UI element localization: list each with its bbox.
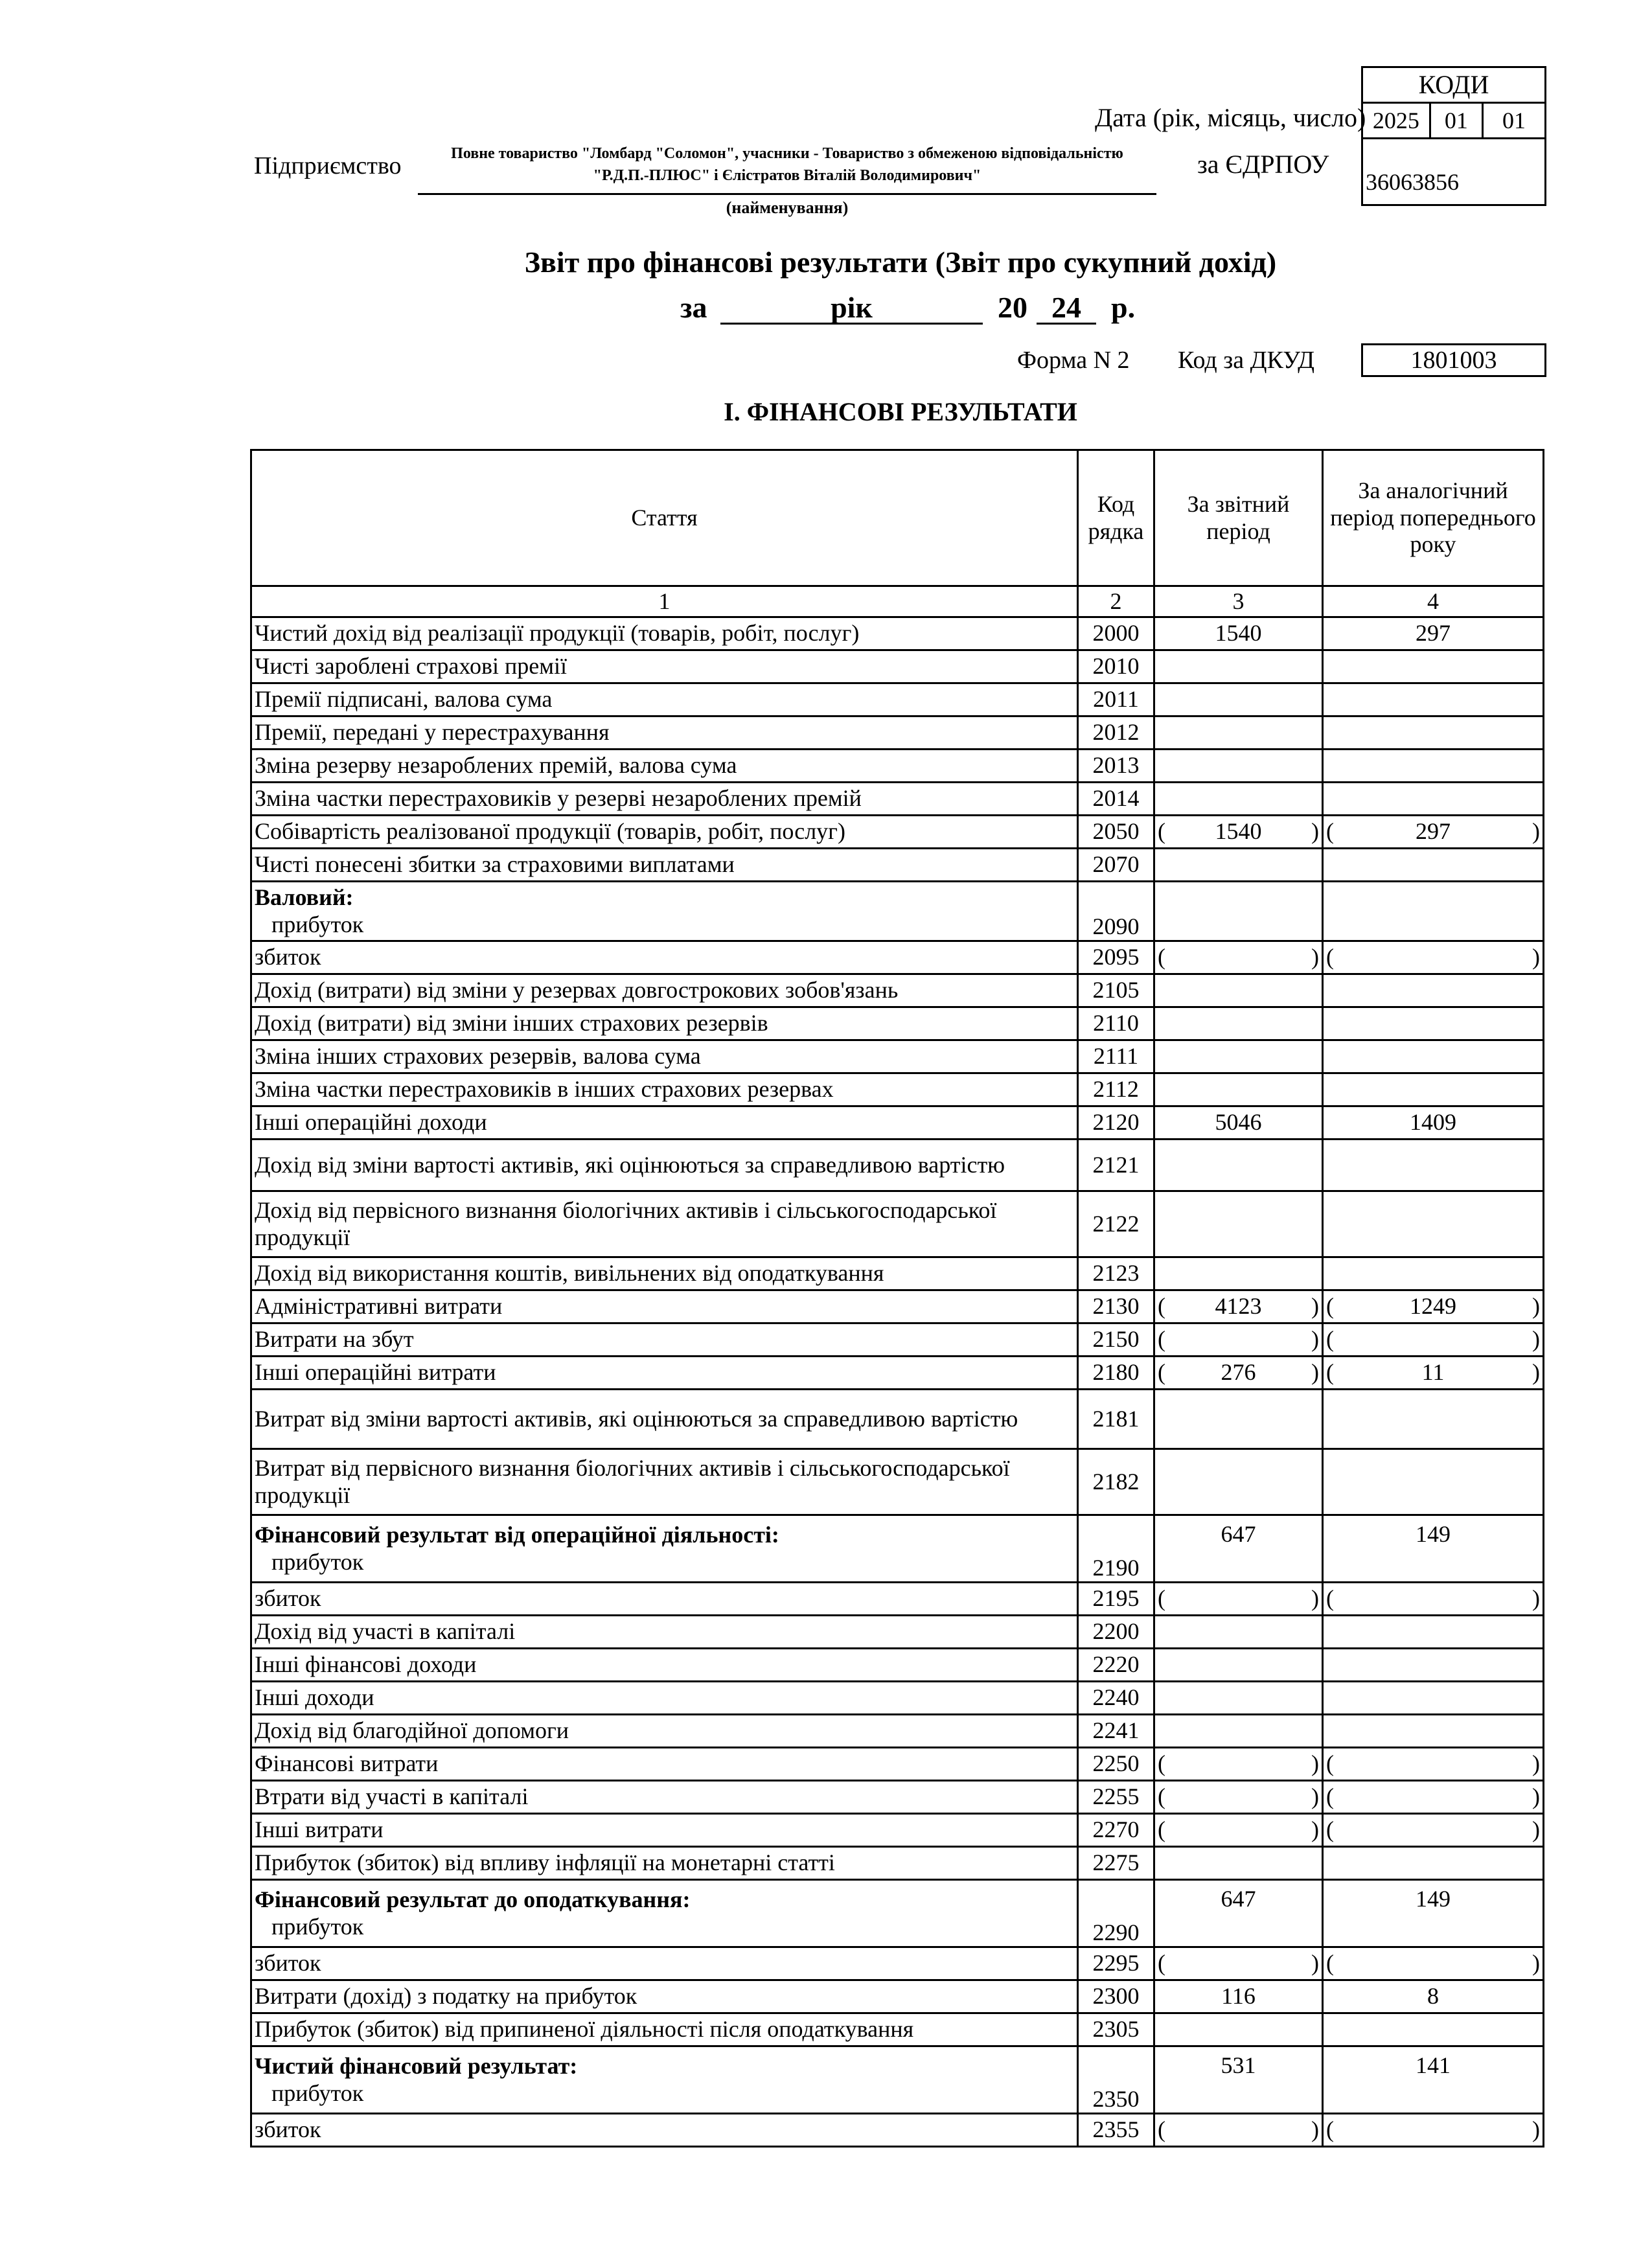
row-previous-value — [1323, 1583, 1544, 1616]
close-paren: ) — [1311, 944, 1319, 970]
value: 297 — [1416, 818, 1451, 845]
row-previous-value — [1323, 1073, 1544, 1106]
close-paren: ) — [1532, 1783, 1540, 1810]
row-article: Втрати від участі в капіталі — [251, 1781, 1078, 1814]
table-row — [251, 1140, 1544, 1191]
financial-results-table — [250, 449, 1544, 2148]
enterprise-underline — [418, 193, 1156, 195]
row-previous-value — [1323, 783, 1544, 816]
row-article — [251, 1880, 1078, 1947]
row-previous-value — [1323, 1040, 1544, 1073]
row-previous-value — [1323, 1191, 1544, 1257]
table-row — [251, 1390, 1544, 1449]
row-current-value — [1154, 1390, 1323, 1449]
close-paren: ) — [1311, 1326, 1319, 1353]
row-code: 2012 — [1078, 716, 1154, 750]
value: 1540 — [1215, 818, 1262, 845]
row-current-value — [1154, 1007, 1323, 1040]
row-code: 2000 — [1078, 617, 1154, 650]
close-paren: ) — [1311, 2116, 1319, 2143]
enterprise-name — [424, 143, 1150, 187]
row-previous-value — [1323, 974, 1544, 1007]
form-label: Форма N 2 — [1017, 347, 1130, 374]
row-code: 2275 — [1078, 1847, 1154, 1880]
close-paren: ) — [1311, 1359, 1319, 1386]
close-paren: ) — [1311, 1816, 1319, 1843]
row-article: Чисті понесені збитки за страховими виплатами — [251, 849, 1078, 882]
row-current-value — [1154, 1257, 1323, 1290]
row-current-value: 5046 — [1154, 1106, 1323, 1140]
table-row — [251, 2013, 1544, 2046]
table-row — [251, 683, 1544, 716]
header-previous-period: За аналогічний період попереднього року — [1323, 450, 1544, 586]
date-day-code: 01 — [1502, 108, 1526, 133]
row-article: Інші витрати — [251, 1814, 1078, 1847]
row-current-value — [1154, 1715, 1323, 1748]
row-current-value — [1154, 1814, 1323, 1847]
close-paren: ) — [1532, 1293, 1540, 1320]
row-current-value: 647 — [1154, 1880, 1323, 1947]
table-body — [251, 617, 1544, 2147]
row-code: 2250 — [1078, 1748, 1154, 1781]
row-code: 2182 — [1078, 1449, 1154, 1515]
report-title: Звіт про фінансові результати (Звіт про сукупний дохід) — [524, 246, 1277, 279]
row-previous-value: 8 — [1323, 1980, 1544, 2013]
title-r: р. — [1111, 291, 1136, 324]
table-row — [251, 1290, 1544, 1323]
row-current-value — [1154, 1040, 1323, 1073]
table-row — [251, 1357, 1544, 1390]
row-previous-value — [1323, 1323, 1544, 1357]
open-paren: ( — [1326, 1326, 1334, 1353]
row-code: 2290 — [1078, 1880, 1154, 1947]
row-code: 2200 — [1078, 1616, 1154, 1649]
dkud-code: 1801003 — [1361, 343, 1546, 377]
table-row — [251, 1682, 1544, 1715]
row-code: 2300 — [1078, 1980, 1154, 2013]
row-previous-value: 141 — [1323, 2046, 1544, 2114]
row-previous-value — [1323, 1715, 1544, 1748]
table-row — [251, 1007, 1544, 1040]
row-article: Фінансові витрати — [251, 1748, 1078, 1781]
row-article-sub: прибуток — [271, 1913, 364, 1940]
table-row — [251, 1715, 1544, 1748]
table-row — [251, 750, 1544, 783]
enterprise-name-line2: "Р.Д.П.-ПЛЮС" і Єлістратов Віталій Володимирович" — [593, 167, 981, 184]
row-code: 2305 — [1078, 2013, 1154, 2046]
table-row — [251, 1781, 1544, 1814]
row-current-value: 531 — [1154, 2046, 1323, 2114]
row-current-value — [1154, 1847, 1323, 1880]
table-row — [251, 716, 1544, 750]
name-caption: (найменування) — [726, 198, 849, 217]
table-row — [251, 1106, 1544, 1140]
row-previous-value — [1323, 1390, 1544, 1449]
row-code: 2195 — [1078, 1583, 1154, 1616]
row-article: Витрати на збут — [251, 1323, 1078, 1357]
row-previous-value: 149 — [1323, 1880, 1544, 1947]
row-article: Дохід (витрати) від зміни у резервах довгострокових зобов'язань — [251, 974, 1078, 1007]
row-previous-value — [1323, 650, 1544, 683]
table-row — [251, 1880, 1544, 1947]
row-previous-value — [1323, 941, 1544, 974]
row-code: 2095 — [1078, 941, 1154, 974]
row-previous-value: 1409 — [1323, 1106, 1544, 1140]
row-current-value — [1154, 1649, 1323, 1682]
close-paren: ) — [1532, 1359, 1540, 1386]
row-code: 2255 — [1078, 1781, 1154, 1814]
table-row — [251, 783, 1544, 816]
row-code: 2050 — [1078, 816, 1154, 849]
enterprise-label: Підприємство — [254, 152, 402, 179]
open-paren: ( — [1158, 1293, 1165, 1320]
table-row — [251, 1040, 1544, 1073]
value: 1249 — [1410, 1293, 1456, 1320]
open-paren: ( — [1158, 818, 1165, 845]
row-article — [251, 1515, 1078, 1583]
col-number-1: 1 — [251, 586, 1078, 617]
table-row — [251, 882, 1544, 941]
row-code: 2090 — [1078, 882, 1154, 941]
table-row — [251, 1649, 1544, 1682]
column-number-row — [251, 586, 1544, 617]
row-current-value — [1154, 974, 1323, 1007]
row-article — [251, 2046, 1078, 2114]
table-row — [251, 1616, 1544, 1649]
row-article: Премії підписані, валова сума — [251, 683, 1078, 716]
row-code: 2121 — [1078, 1140, 1154, 1191]
open-paren: ( — [1158, 944, 1165, 970]
open-paren: ( — [1326, 1359, 1334, 1386]
table-row — [251, 2046, 1544, 2114]
row-current-value — [1154, 849, 1323, 882]
open-paren: ( — [1158, 1950, 1165, 1976]
row-code: 2240 — [1078, 1682, 1154, 1715]
close-paren: ) — [1311, 1293, 1319, 1320]
row-code: 2070 — [1078, 849, 1154, 882]
open-paren: ( — [1158, 1783, 1165, 1810]
row-code: 2130 — [1078, 1290, 1154, 1323]
row-article: Інші операційні витрати — [251, 1357, 1078, 1390]
row-current-value — [1154, 683, 1323, 716]
row-code: 2011 — [1078, 683, 1154, 716]
value: 11 — [1421, 1359, 1445, 1386]
row-article: Витрат від первісного визнання біологічних активів і сільськогосподарської продукції — [251, 1449, 1078, 1515]
row-article: Собівартість реалізованої продукції (товарів, робіт, послуг) — [251, 816, 1078, 849]
row-previous-value — [1323, 716, 1544, 750]
row-previous-value — [1323, 1748, 1544, 1781]
row-article: Дохід від участі в капіталі — [251, 1616, 1078, 1649]
row-current-value — [1154, 2013, 1323, 2046]
table-row — [251, 617, 1544, 650]
row-article-sub: прибуток — [271, 911, 364, 937]
row-article: Інші фінансові доходи — [251, 1649, 1078, 1682]
row-article: Зміна частки перестраховиків у резерві незароблених премій — [251, 783, 1078, 816]
row-article: збиток — [251, 941, 1078, 974]
row-current-value — [1154, 1947, 1323, 1980]
table-row — [251, 1814, 1544, 1847]
table-row — [251, 1515, 1544, 1583]
row-article: Дохід від зміни вартості активів, які оцінюються за справедливою вартістю — [251, 1140, 1078, 1191]
header-article: Стаття — [251, 450, 1078, 586]
row-code: 2355 — [1078, 2114, 1154, 2147]
date-label: Дата (рік, місяць, число) — [1095, 103, 1366, 132]
dkud-label: Код за ДКУД — [1178, 347, 1315, 374]
row-code: 2150 — [1078, 1323, 1154, 1357]
row-article: Прибуток (збиток) від припиненої діяльності після оподаткування — [251, 2013, 1078, 2046]
close-paren: ) — [1311, 1783, 1319, 1810]
close-paren: ) — [1532, 1816, 1540, 1843]
row-previous-value — [1323, 1357, 1544, 1390]
open-paren: ( — [1326, 1293, 1334, 1320]
row-previous-value — [1323, 849, 1544, 882]
value: 4123 — [1215, 1293, 1262, 1320]
row-article-heading: Валовий: — [255, 884, 354, 911]
row-code: 2220 — [1078, 1649, 1154, 1682]
row-article-heading: Чистий фінансовий результат: — [255, 2053, 578, 2079]
row-current-value — [1154, 1140, 1323, 1191]
row-current-value: 116 — [1154, 1980, 1323, 2013]
close-paren: ) — [1532, 2116, 1540, 2143]
edrpou-label: за ЄДРПОУ — [1197, 150, 1329, 179]
open-paren: ( — [1158, 1816, 1165, 1843]
open-paren: ( — [1158, 2116, 1165, 2143]
row-article: Дохід від благодійної допомоги — [251, 1715, 1078, 1748]
table-row — [251, 816, 1544, 849]
enterprise-name-line1: Повне товариство "Ломбард "Соломон", учасники - Товариство з обмеженою відповідальністю — [451, 145, 1123, 162]
col-number-4: 4 — [1323, 586, 1544, 617]
row-article: Премії, передані у перестрахування — [251, 716, 1078, 750]
row-current-value — [1154, 1616, 1323, 1649]
open-paren: ( — [1326, 1750, 1334, 1777]
row-article: Інші доходи — [251, 1682, 1078, 1715]
row-article: Зміна частки перестраховиків в інших страхових резервах — [251, 1073, 1078, 1106]
table-row — [251, 941, 1544, 974]
row-code: 2120 — [1078, 1106, 1154, 1140]
row-code: 2180 — [1078, 1357, 1154, 1390]
row-current-value — [1154, 1781, 1323, 1814]
row-code: 2123 — [1078, 1257, 1154, 1290]
close-paren: ) — [1532, 1585, 1540, 1612]
row-current-value — [1154, 750, 1323, 783]
row-article — [251, 882, 1078, 941]
row-current-value — [1154, 783, 1323, 816]
table-row — [251, 849, 1544, 882]
row-current-value — [1154, 1073, 1323, 1106]
row-article: Дохід від первісного визнання біологічних активів і сільськогосподарської продукції — [251, 1191, 1078, 1257]
table-row — [251, 1323, 1544, 1357]
open-paren: ( — [1326, 1585, 1334, 1612]
row-current-value — [1154, 650, 1323, 683]
close-paren: ) — [1532, 944, 1540, 970]
row-previous-value — [1323, 1290, 1544, 1323]
row-previous-value — [1323, 1682, 1544, 1715]
table-row — [251, 2114, 1544, 2147]
row-previous-value — [1323, 1140, 1544, 1191]
row-previous-value — [1323, 1814, 1544, 1847]
row-current-value — [1154, 716, 1323, 750]
row-previous-value — [1323, 1947, 1544, 1980]
title-period: рік — [720, 290, 983, 325]
date-month-code: 01 — [1431, 104, 1484, 137]
row-previous-value — [1323, 1781, 1544, 1814]
row-article: Витрати (дохід) з податку на прибуток — [251, 1980, 1078, 2013]
open-paren: ( — [1158, 1585, 1165, 1612]
row-current-value — [1154, 1449, 1323, 1515]
close-paren: ) — [1532, 1950, 1540, 1976]
row-code: 2181 — [1078, 1390, 1154, 1449]
row-article: Зміна резерву незароблених премій, валова сума — [251, 750, 1078, 783]
row-article: Інші операційні доходи — [251, 1106, 1078, 1140]
section-title: I. ФІНАНСОВІ РЕЗУЛЬТАТИ — [724, 397, 1077, 426]
row-code: 2122 — [1078, 1191, 1154, 1257]
row-article: збиток — [251, 2114, 1078, 2147]
row-previous-value — [1323, 816, 1544, 849]
row-article: Витрат від зміни вартості активів, які оцінюються за справедливою вартістю — [251, 1390, 1078, 1449]
table-row — [251, 1073, 1544, 1106]
row-previous-value — [1323, 1449, 1544, 1515]
open-paren: ( — [1326, 1816, 1334, 1843]
row-article: Дохід від використання коштів, вивільнених від оподаткування — [251, 1257, 1078, 1290]
row-code: 2350 — [1078, 2046, 1154, 2114]
codes-box — [1361, 66, 1546, 206]
open-paren: ( — [1326, 944, 1334, 970]
row-article-sub: прибуток — [271, 2079, 364, 2106]
row-code: 2112 — [1078, 1073, 1154, 1106]
open-paren: ( — [1158, 1750, 1165, 1777]
row-code: 2014 — [1078, 783, 1154, 816]
col-number-3: 3 — [1154, 586, 1323, 617]
row-current-value — [1154, 1583, 1323, 1616]
close-paren: ) — [1311, 1950, 1319, 1976]
row-code: 2241 — [1078, 1715, 1154, 1748]
row-previous-value — [1323, 1616, 1544, 1649]
table-row — [251, 1191, 1544, 1257]
row-code: 2190 — [1078, 1515, 1154, 1583]
value: 276 — [1221, 1359, 1256, 1386]
row-code: 2270 — [1078, 1814, 1154, 1847]
row-article: Дохід (витрати) від зміни інших страхових резервів — [251, 1007, 1078, 1040]
row-article: Зміна інших страхових резервів, валова сума — [251, 1040, 1078, 1073]
open-paren: ( — [1158, 1326, 1165, 1353]
header-code: Код рядка — [1078, 450, 1154, 586]
row-article: Чистий дохід від реалізації продукції (товарів, робіт, послуг) — [251, 617, 1078, 650]
open-paren: ( — [1326, 1783, 1334, 1810]
row-current-value — [1154, 882, 1323, 941]
row-code: 2295 — [1078, 1947, 1154, 1980]
row-previous-value — [1323, 1847, 1544, 1880]
close-paren: ) — [1532, 1750, 1540, 1777]
close-paren: ) — [1532, 818, 1540, 845]
title-za: за — [680, 291, 707, 324]
row-previous-value — [1323, 750, 1544, 783]
title-year-prefix: 20 — [998, 291, 1027, 324]
table-row — [251, 1583, 1544, 1616]
row-current-value — [1154, 941, 1323, 974]
row-previous-value — [1323, 683, 1544, 716]
table-row — [251, 1748, 1544, 1781]
table-row — [251, 650, 1544, 683]
close-paren: ) — [1311, 818, 1319, 845]
title-year-suffix: 24 — [1037, 290, 1096, 325]
row-current-value — [1154, 1290, 1323, 1323]
table-row — [251, 1947, 1544, 1980]
row-previous-value — [1323, 2114, 1544, 2147]
header-current-period: За звітний період — [1154, 450, 1323, 586]
date-year-code: 2025 — [1363, 104, 1431, 137]
edrpou-code: 36063856 — [1366, 169, 1459, 195]
codes-title: КОДИ — [1363, 68, 1544, 104]
row-current-value — [1154, 1682, 1323, 1715]
close-paren: ) — [1532, 1326, 1540, 1353]
row-current-value: 647 — [1154, 1515, 1323, 1583]
row-previous-value: 297 — [1323, 617, 1544, 650]
row-code: 2013 — [1078, 750, 1154, 783]
row-article: Чисті зароблені страхові премії — [251, 650, 1078, 683]
table-row — [251, 1847, 1544, 1880]
row-article-heading: Фінансовий результат від операційної діяльності: — [255, 1522, 779, 1548]
table-row — [251, 1257, 1544, 1290]
row-current-value — [1154, 1357, 1323, 1390]
open-paren: ( — [1326, 818, 1334, 845]
table-row — [251, 1980, 1544, 2013]
col-number-2: 2 — [1078, 586, 1154, 617]
row-current-value — [1154, 1748, 1323, 1781]
row-article-heading: Фінансовий результат до оподаткування: — [255, 1886, 691, 1913]
row-previous-value — [1323, 1257, 1544, 1290]
table-header-row — [251, 450, 1544, 586]
row-article-sub: прибуток — [271, 1548, 364, 1575]
row-current-value — [1154, 1191, 1323, 1257]
row-previous-value — [1323, 1007, 1544, 1040]
row-previous-value — [1323, 2013, 1544, 2046]
close-paren: ) — [1311, 1750, 1319, 1777]
row-code: 2110 — [1078, 1007, 1154, 1040]
row-current-value — [1154, 2114, 1323, 2147]
row-article: збиток — [251, 1583, 1078, 1616]
row-previous-value: 149 — [1323, 1515, 1544, 1583]
row-code: 2105 — [1078, 974, 1154, 1007]
row-previous-value — [1323, 882, 1544, 941]
table-row — [251, 1449, 1544, 1515]
row-current-value: 1540 — [1154, 617, 1323, 650]
row-code: 2010 — [1078, 650, 1154, 683]
row-article: збиток — [251, 1947, 1078, 1980]
row-code: 2111 — [1078, 1040, 1154, 1073]
open-paren: ( — [1326, 2116, 1334, 2143]
open-paren: ( — [1158, 1359, 1165, 1386]
open-paren: ( — [1326, 1950, 1334, 1976]
row-article: Адміністративні витрати — [251, 1290, 1078, 1323]
table-row — [251, 974, 1544, 1007]
row-current-value — [1154, 1323, 1323, 1357]
close-paren: ) — [1311, 1585, 1319, 1612]
date-codes-row — [1363, 104, 1544, 139]
row-previous-value — [1323, 1649, 1544, 1682]
row-article: Прибуток (збиток) від впливу інфляції на монетарні статті — [251, 1847, 1078, 1880]
row-current-value — [1154, 816, 1323, 849]
